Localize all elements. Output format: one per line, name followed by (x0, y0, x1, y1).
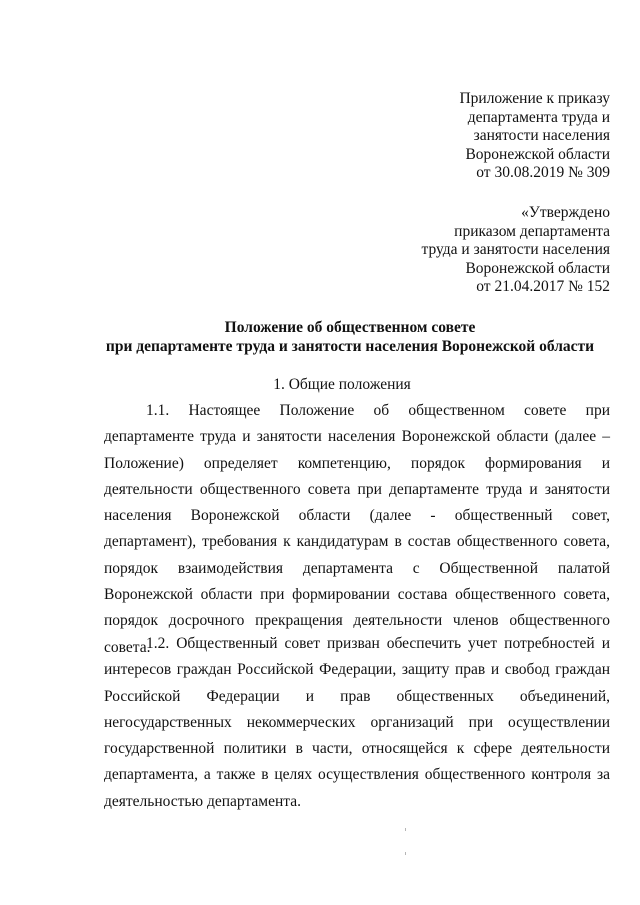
approval-line: «Утверждено (521, 204, 610, 221)
appendix-header (400, 90, 610, 183)
appendix-line: департамента труда и (467, 108, 610, 126)
document-title-line-2: при департаменте труда и занятости населения Воронежской области (105, 338, 595, 355)
paragraph-1-1: 1.1. Настоящее Положение об общественном совете при департаменте труда и занятости населения Воронежской области (далее – Положение) определяет компетенцию, порядок формирования и деятельности общественного совета при департаменте труда и занятости населения Воронежской области (далее - общественный совет, департамент), требования к кандидатурам в состав общественного совета, порядок взаимодействия департамента с Общественной палатой Воронежской области при формировании состава общественного совета, порядок досрочного прекращения деятельности членов общественного совета. (104, 402, 610, 656)
appendix-line: занятости населения (473, 127, 610, 145)
appendix-line: Воронежской области (465, 145, 610, 163)
approval-order-number: от 21.04.2017 № 152 (476, 278, 610, 296)
section-heading: 1. Общие положения (273, 376, 411, 393)
approval-block (360, 204, 610, 297)
document-title-line-1: Положение об общественном совете (224, 319, 476, 336)
scan-artifact (405, 828, 406, 831)
approval-line: Воронежской области (465, 259, 610, 277)
approval-line: приказом департамента (454, 222, 610, 240)
scan-artifact (405, 852, 406, 855)
appendix-line: Приложение к приказу (459, 90, 610, 107)
approval-line: труда и занятости населения (421, 241, 610, 259)
appendix-order-number: от 30.08.2019 № 309 (476, 164, 610, 182)
paragraph-1-2: 1.2. Общественный совет призван обеспечить учет потребностей и интересов граждан Российской Федерации, защиту прав и свобод граждан Российской Федерации и прав общественных объединений, негосударственных некоммерческих организаций при осуществлении государственной политики в части, относящейся к сфере деятельности департамента, а также в целях осуществления общественного контроля за деятельностью департамента. (104, 635, 610, 810)
document-title (70, 318, 630, 356)
